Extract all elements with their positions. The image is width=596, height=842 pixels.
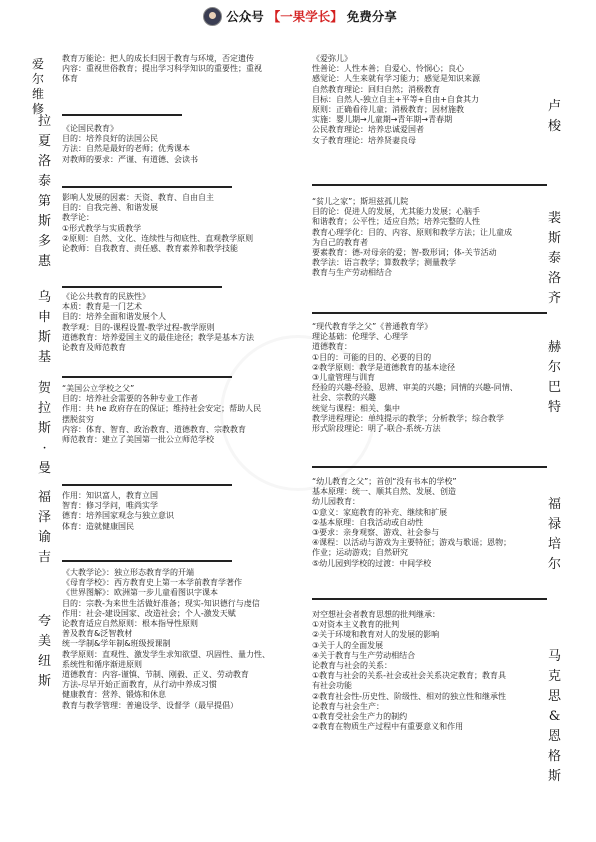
name-char: 贺 [38, 381, 52, 396]
note-line: ①形式教学与实质教学 [62, 223, 142, 233]
name-char: 斯 [548, 231, 562, 246]
section-notes [312, 197, 512, 279]
note-line: 要素教育：德-对母亲的爱；智-数形词；体-关节活动 [312, 248, 497, 258]
note-line: 德育：培养国家观念与独立意识 [62, 511, 174, 521]
person-name [38, 288, 51, 368]
section-notes [312, 54, 480, 146]
note-line: 目的：培养良好的法国公民 [62, 134, 158, 144]
note-line: 女子教育理论：培养贤妻良母 [312, 135, 416, 145]
note-line: ①目的：可能的目的、必要的目的 [312, 352, 432, 362]
name-char: 裴 [548, 211, 562, 226]
note-line: ①教育受社会生产力的制约 [312, 712, 408, 722]
note-line: ④关于教育与生产劳动相结合 [312, 650, 416, 660]
section-divider [62, 560, 232, 562]
note-line: 体育：造就健康国民 [62, 521, 134, 531]
person-name [548, 495, 561, 575]
note-line: 智育：修习学问，唯尚实学 [62, 501, 158, 511]
name-char: 美 [38, 634, 52, 649]
note-line: 内容：体育、智育、政治教育、道德教育、宗教教育 [62, 424, 246, 434]
note-line: 为自己的教育者 [312, 237, 368, 247]
note-line: ④课程：以活动与游戏为主要特征；游戏与歌谣；恩物； [312, 538, 512, 548]
name-char: 洛 [38, 154, 52, 169]
note-line: 经验的兴趣-经验、思辨、审美的兴趣；同情的兴趣-同情、 [312, 383, 518, 393]
note-line: ②教育社会性-历史性、阶级性、相对的独立性和继承性 [312, 691, 507, 701]
note-line: 教学进程理论：单纯提示的教学；分析教学；综合教学 [312, 413, 504, 423]
note-line: 目标：自然人-独立自主+平等+自由+自食其力 [312, 94, 479, 104]
note-line: 作用：共 he 政府存在的保证；维持社会安定；帮助人民 [62, 404, 262, 414]
note-line: ③关于人的全面发展 [312, 640, 384, 650]
name-char: 夸 [38, 614, 52, 629]
note-line: 基本原理：统一、顺其自然、发展、创造 [312, 487, 456, 497]
name-char: 惠 [38, 254, 52, 269]
name-char: 拉 [38, 401, 52, 416]
header-suffix: 免费分享 [346, 9, 397, 24]
note-line: 摆脱贫穷 [62, 414, 94, 424]
note-line: ②基本原理：自我活动或自动性 [312, 517, 424, 527]
person-name [32, 57, 44, 117]
person-name [38, 612, 51, 692]
name-char: 培 [548, 537, 562, 552]
section-divider [62, 186, 232, 188]
note-line: 道德教育： [312, 342, 352, 352]
name-char: 第 [38, 194, 52, 209]
name-char: 赫 [548, 340, 562, 355]
name-char: 尔 [548, 360, 562, 375]
name-char: 斯 [38, 421, 52, 436]
section-divider [312, 184, 547, 186]
note-line: 和谐教育；公平性；适应自然；培养完整的人性 [312, 217, 480, 227]
section-notes [312, 322, 518, 434]
note-line: 对空想社会者教育思想的批判继承： [312, 610, 440, 619]
name-char: 爱尔 [32, 57, 45, 86]
name-char: 恩 [548, 729, 562, 744]
section-notes [62, 292, 254, 353]
header-banner [150, 4, 450, 28]
name-char: 吉 [38, 550, 52, 565]
note-line: 统一学制&学年制&班级授课制 [62, 639, 171, 649]
note-line: 教育与教学管理：普遍设学、设督学（最早提倡） [62, 700, 238, 710]
section-notes [62, 491, 174, 532]
name-char: & [548, 709, 561, 724]
name-char: 斯 [38, 674, 52, 689]
name-char: 马 [548, 649, 562, 664]
note-line: 体育 [62, 74, 78, 84]
avatar-icon [203, 7, 222, 26]
note-line: 方法-尽早开始正面教育，从行动中养成习惯 [62, 680, 217, 690]
note-line: 论教育及师范教育 [62, 343, 126, 353]
name-char: 曼 [38, 461, 52, 476]
name-char: 维修 [32, 87, 45, 116]
note-line: 作业；运动游戏；自然研究 [312, 548, 408, 558]
note-line: 社会、宗教的兴趣 [312, 393, 376, 403]
note-line: 感觉论：人生来就有学习能力；感觉是知识来源 [312, 74, 480, 84]
note-line: 方法：自然是最好的老师；优秀课本 [62, 144, 190, 154]
note-line: 形式阶段理论：明了-联合-系统-方法 [312, 424, 441, 434]
note-line: 作用：知识富人，教育立国 [62, 491, 158, 500]
note-line: “美国公立学校之父” [62, 384, 135, 393]
name-char: 卢 [548, 99, 562, 114]
section-divider [312, 312, 547, 314]
note-line: 《母育学校》：西方教育史上第一本学前教育学著作 [62, 578, 242, 588]
note-line: 目的：培养社会需要的各种专业工作者 [62, 394, 198, 404]
note-line: 实施：婴儿期→儿童期→青年期→青春期 [312, 115, 453, 125]
note-line: ②关于环境和教育对人的发展的影响 [312, 630, 440, 640]
name-char: · [42, 441, 47, 456]
note-line: ⑤幼儿园到学校的过渡：中间学校 [312, 558, 432, 568]
name-char: 思 [548, 689, 562, 704]
section-notes [62, 193, 253, 254]
name-char: 尔 [548, 557, 562, 572]
name-char: 夏 [38, 134, 52, 149]
section-notes [312, 477, 511, 569]
note-line: 目的论：促进人的发展，尤其能力发展；心脑手 [312, 207, 480, 217]
section-divider [62, 286, 222, 288]
note-line: 《世界图解》：欧洲第一步儿童看图识字课本 [62, 588, 218, 598]
note-line: 公民教育理论：培养忠诚爱国者 [312, 125, 424, 135]
note-line: 教学论： [62, 213, 94, 223]
person-name [548, 97, 561, 137]
note-line: ②教育在物质生产过程中有重要意义和作用 [312, 722, 464, 732]
note-line: ②原则：自然、文化、连续性与彻底性、直观教学原则 [62, 233, 254, 243]
note-line: 教学观：目的-课程设置-教学过程-教学原则 [62, 322, 215, 332]
note-line: ③儿童管理与训育 [312, 373, 376, 383]
note-line: 《大教学论》：独立形态教育学的开端 [62, 568, 194, 577]
note-line: 对教师的要求：严谨、有道德、会读书 [62, 154, 198, 164]
name-char: 斯 [38, 330, 52, 345]
note-line: 性善论：人性本善；自爱心、怜悯心；良心 [312, 64, 464, 74]
note-line: 教育万能论：把人的成长归因于教育与环境，否定遗传 [62, 54, 254, 63]
header-prefix: 公众号 [226, 9, 264, 24]
note-line: “贫儿之家”；斯坦兹孤儿院 [312, 197, 409, 206]
name-char: 泽 [38, 510, 52, 525]
person-name [38, 488, 51, 568]
note-line: 教育心理学化：目的、内容、原则和教学方法；让儿童成 [312, 227, 512, 237]
note-line: 内容：重视世俗教育；提出学习科学知识的重要性；重视 [62, 64, 262, 74]
header-brand: 【一果学长】 [267, 9, 343, 24]
name-char: 巴 [548, 380, 562, 395]
note-line: 原则：正确看待儿童；消极教育；因材施教 [312, 105, 464, 115]
person-name [548, 338, 561, 418]
note-line: 作用：社会-建设国家、改造社会；个人-激发天赋 [62, 608, 236, 618]
name-char: 禄 [548, 517, 562, 532]
note-line: 幼儿园教育： [312, 497, 360, 507]
note-line: 教学原则：直观性、激发学生求知欲望、巩固性、量力性、 [62, 649, 270, 659]
note-line: 论教育适应自然原则：根本指导性原则 [62, 619, 198, 629]
note-line: 影响人发展的因素：天资、教育、自由自主 [62, 193, 214, 202]
note-line: 目的：宗教-为来世生活做好准备；现实-知识德行与虔信 [62, 598, 260, 608]
note-line: 《论公共教育的民族性》 [62, 292, 150, 301]
person-name [548, 209, 561, 309]
note-line: 《爱弥儿》 [312, 54, 352, 63]
note-line: 统觉与课程：相关、集中 [312, 403, 400, 413]
note-line: 论教师：自我教育、责任感、教育素养和教学技能 [62, 244, 238, 254]
note-line: 教学法：语言教学；算数教学；测量教学 [312, 258, 456, 268]
name-char: 拉 [38, 114, 52, 129]
note-line: 普及教育&泛智教材 [62, 629, 133, 639]
name-char: 乌 [38, 290, 52, 305]
name-char: 纽 [38, 654, 52, 669]
name-char: 洛 [548, 271, 562, 286]
note-line: ①教育与社会的关系-社会或社会关系决定教育；教育具 [312, 671, 507, 681]
person-name [38, 379, 51, 479]
section-divider [62, 484, 232, 486]
name-char: 泰 [38, 174, 52, 189]
name-char: 格 [548, 749, 562, 764]
name-char: 福 [548, 497, 562, 512]
name-char: 基 [38, 350, 52, 365]
note-line: 目的：培养全面和谐发展个人 [62, 312, 166, 322]
note-line: 教育与生产劳动相结合 [312, 268, 392, 278]
name-char: 申 [38, 310, 52, 325]
note-line: 系统性和循序渐进原则 [62, 659, 142, 669]
note-line: 论教育与社会生产： [312, 701, 384, 711]
note-line: ③要求：亲身观察、游戏、社会参与 [312, 528, 440, 538]
section-divider [312, 466, 547, 468]
name-char: 多 [38, 234, 52, 249]
note-line: 自然教育理论：回归自然；消极教育 [312, 84, 440, 94]
section-divider [62, 376, 232, 378]
note-line: 论教育与社会的关系： [312, 661, 392, 671]
section-notes [62, 124, 198, 165]
name-char: 齐 [548, 291, 562, 306]
section-notes [62, 568, 270, 711]
note-line: “幼儿教育之父”；首创“没有书本的学校” [312, 477, 457, 486]
person-name [548, 647, 561, 787]
section-divider [312, 598, 547, 600]
note-line: 道德教育：内容-谨慎、节制、刚毅、正义、劳动教育 [62, 670, 249, 680]
note-line: 师范教育：建立了美国第一批公立师范学校 [62, 435, 214, 445]
note-line: ①意义：家庭教育的补充、继续和扩展 [312, 507, 448, 517]
note-line: ①对资本主义教育的批判 [312, 620, 400, 630]
name-char: 泰 [548, 251, 562, 266]
name-char: 克 [548, 669, 562, 684]
note-line: 有社会功能 [312, 681, 352, 691]
section-notes [312, 610, 506, 732]
section-notes [62, 54, 262, 85]
name-char: 斯 [548, 769, 562, 784]
person-name [38, 192, 51, 272]
note-line: 本质：教育是一门艺术 [62, 302, 142, 312]
section-notes [62, 384, 261, 445]
note-line: “现代教育学之父”《普通教育学》 [312, 322, 433, 331]
note-line: 道德教育：培养爱国主义的最佳途径；教学是基本方法 [62, 332, 254, 342]
note-line: 健康教育：营养、锻炼和休息 [62, 690, 166, 700]
note-line: 理论基础：伦理学、心理学 [312, 332, 408, 342]
person-name [38, 112, 51, 192]
name-char: 福 [38, 490, 52, 505]
name-char: 谕 [38, 530, 52, 545]
name-char: 特 [548, 400, 562, 415]
note-line: ②教学原则：教学是道德教育的基本途径 [312, 362, 456, 372]
name-char: 斯 [38, 214, 52, 229]
note-line: 《论国民教育》 [62, 124, 118, 133]
note-line: 目的：自我完善、和谐发展 [62, 203, 158, 213]
section-divider [62, 114, 182, 116]
name-char: 梭 [548, 119, 562, 134]
